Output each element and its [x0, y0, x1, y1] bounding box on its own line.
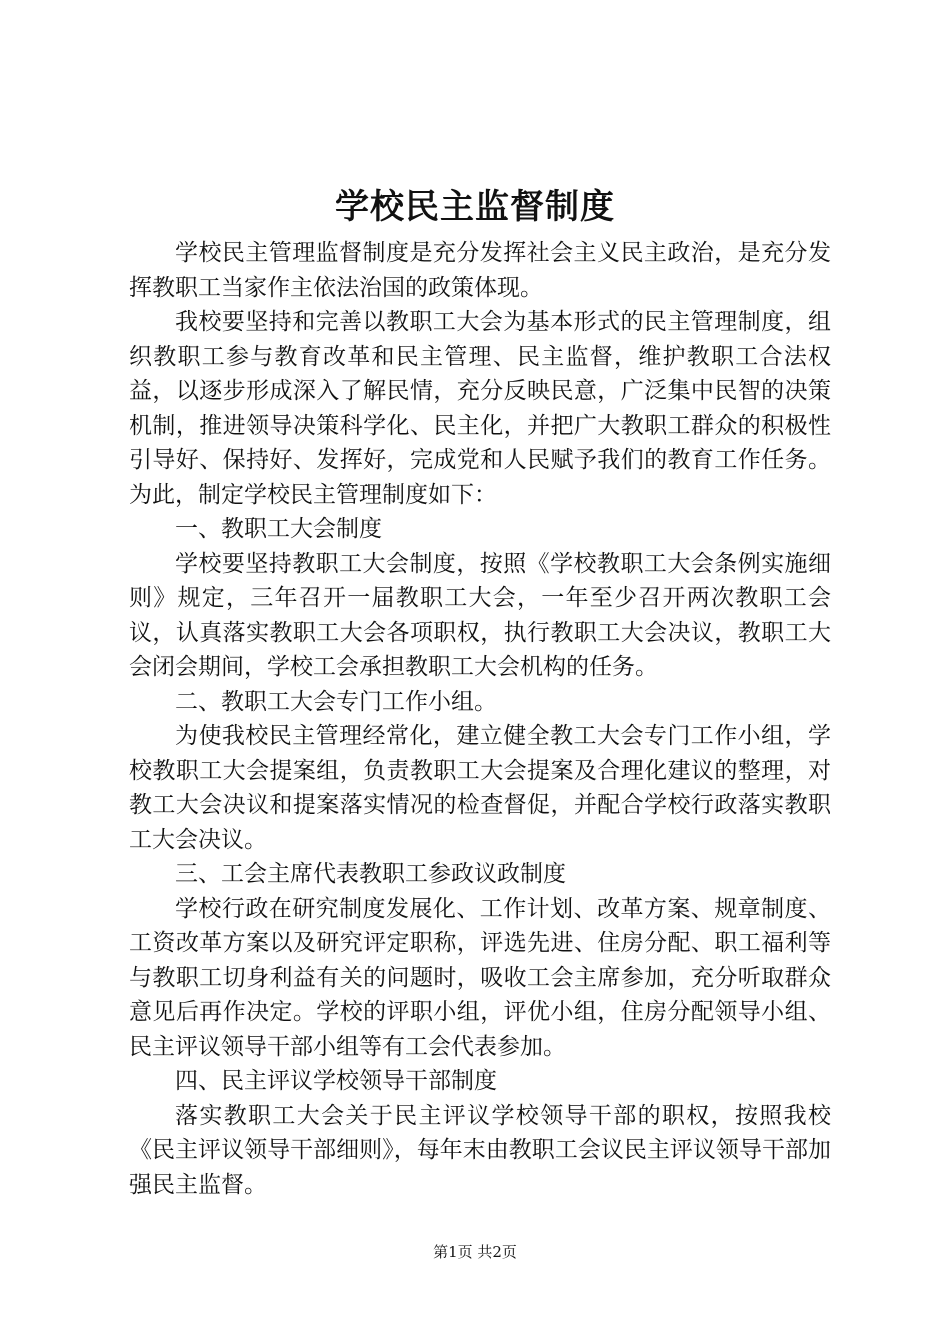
page-number: 第1页 共2页	[433, 1243, 517, 1261]
section-heading-3: 三、工会主席代表教职工参政议政制度	[175, 861, 566, 887]
page-footer	[0, 1240, 950, 1264]
document-title: 学校民主监督制度	[335, 187, 615, 227]
document-body	[129, 236, 831, 1202]
section-heading-2: 二、教职工大会专门工作小组。	[175, 688, 497, 715]
paragraph-intro: 学校民主管理监督制度是充分发挥社会主义民主政治，是充分发挥教职工当家作主依法治国的政策体现。	[129, 240, 831, 301]
section-heading-1: 一、教职工大会制度	[175, 516, 382, 542]
section-body-3: 学校行政在研究制度发展化、工作计划、改革方案、规章制度、工资改革方案以及研究评定职称，评选先进、住房分配、职工福利等与教职工切身利益有关的问题时，吸收工会主席参加，充分听取群众意见后再作决定。学校的评职小组，评优小组，住房分配领导小组、民主评议领导干部小组等有工会代表参加。	[129, 895, 831, 1060]
section-body-1: 学校要坚持教职工大会制度，按照《学校教职工大会条例实施细则》规定，三年召开一届教职工大会，一年至少召开两次教职工会议，认真落实教职工大会各项职权，执行教职工大会决议，教职工大会闭会期间，学校工会承担教职工大会机构的任务。	[129, 550, 831, 680]
section-heading-4: 四、民主评议学校领导干部制度	[175, 1068, 497, 1094]
section-body-2: 为使我校民主管理经常化，建立健全教工大会专门工作小组，学校教职工大会提案组，负责教职工大会提案及合理化建议的整理，对教工大会决议和提案落实情况的检查督促，并配合学校行政落实教职工大会决议。	[129, 723, 831, 853]
paragraph-purpose: 我校要坚持和完善以教职工大会为基本形式的民主管理制度，组织教职工参与教育改革和民主管理、民主监督，维护教职工合法权益，以逐步形成深入了解民情，充分反映民意，广泛集中民智的决策机制，推进领导决策科学化、民主化，并把广大教职工群众的积极性引导好、保持好、发挥好，完成党和人民赋予我们的教育工作任务。为此，制定学校民主管理制度如下：	[129, 309, 831, 508]
section-body-4: 落实教职工大会关于民主评议学校领导干部的职权，按照我校《民主评议领导干部细则》，每年末由教职工会议民主评议领导干部加强民主监督。	[129, 1102, 831, 1198]
